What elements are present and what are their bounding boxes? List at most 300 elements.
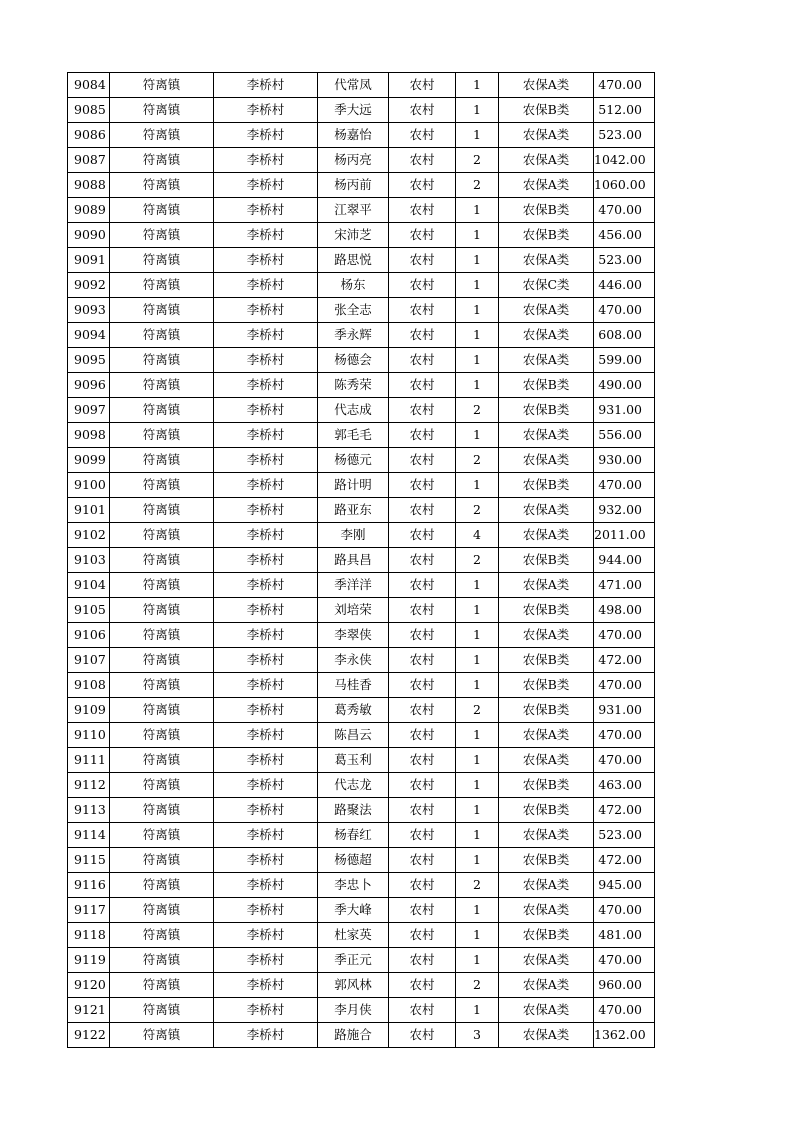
town-cell: 符离镇 bbox=[110, 448, 214, 473]
table-row bbox=[68, 948, 655, 973]
village-cell: 李桥村 bbox=[214, 823, 318, 848]
name-cell: 杨德会 bbox=[318, 348, 389, 373]
household-count-cell: 1 bbox=[456, 673, 499, 698]
village-cell: 李桥村 bbox=[214, 248, 318, 273]
village-cell: 李桥村 bbox=[214, 598, 318, 623]
record-id-cell: 9106 bbox=[68, 623, 110, 648]
village-cell: 李桥村 bbox=[214, 573, 318, 598]
table-row bbox=[68, 473, 655, 498]
area-type-cell: 农村 bbox=[389, 973, 456, 998]
household-count-cell: 2 bbox=[456, 148, 499, 173]
town-cell: 符离镇 bbox=[110, 748, 214, 773]
area-type-cell: 农村 bbox=[389, 998, 456, 1023]
record-id-cell: 9109 bbox=[68, 698, 110, 723]
town-cell: 符离镇 bbox=[110, 873, 214, 898]
table-row bbox=[68, 773, 655, 798]
record-id-cell: 9110 bbox=[68, 723, 110, 748]
insurance-class-cell: 农保B类 bbox=[499, 98, 594, 123]
village-cell: 李桥村 bbox=[214, 198, 318, 223]
village-cell: 李桥村 bbox=[214, 348, 318, 373]
household-count-cell: 1 bbox=[456, 223, 499, 248]
household-count-cell: 1 bbox=[456, 748, 499, 773]
record-id-cell: 9084 bbox=[68, 73, 110, 98]
record-id-cell: 9103 bbox=[68, 548, 110, 573]
insurance-class-cell: 农保B类 bbox=[499, 473, 594, 498]
name-cell: 路亚东 bbox=[318, 498, 389, 523]
amount-cell: 1362.00 bbox=[594, 1023, 655, 1048]
insurance-class-cell: 农保B类 bbox=[499, 923, 594, 948]
town-cell: 符离镇 bbox=[110, 573, 214, 598]
record-id-cell: 9100 bbox=[68, 473, 110, 498]
area-type-cell: 农村 bbox=[389, 223, 456, 248]
data-table bbox=[67, 72, 655, 1048]
name-cell: 代志龙 bbox=[318, 773, 389, 798]
name-cell: 陈秀荣 bbox=[318, 373, 389, 398]
table-row bbox=[68, 498, 655, 523]
village-cell: 李桥村 bbox=[214, 548, 318, 573]
town-cell: 符离镇 bbox=[110, 923, 214, 948]
insurance-class-cell: 农保A类 bbox=[499, 898, 594, 923]
area-type-cell: 农村 bbox=[389, 623, 456, 648]
name-cell: 杜家英 bbox=[318, 923, 389, 948]
household-count-cell: 1 bbox=[456, 248, 499, 273]
insurance-class-cell: 农保B类 bbox=[499, 598, 594, 623]
household-count-cell: 1 bbox=[456, 123, 499, 148]
amount-cell: 471.00 bbox=[594, 573, 655, 598]
table-row bbox=[68, 98, 655, 123]
name-cell: 李月侠 bbox=[318, 998, 389, 1023]
village-cell: 李桥村 bbox=[214, 373, 318, 398]
record-id-cell: 9102 bbox=[68, 523, 110, 548]
name-cell: 路具昌 bbox=[318, 548, 389, 573]
amount-cell: 470.00 bbox=[594, 723, 655, 748]
amount-cell: 931.00 bbox=[594, 398, 655, 423]
name-cell: 季永辉 bbox=[318, 323, 389, 348]
village-cell: 李桥村 bbox=[214, 623, 318, 648]
household-count-cell: 2 bbox=[456, 973, 499, 998]
insurance-class-cell: 农保A类 bbox=[499, 123, 594, 148]
area-type-cell: 农村 bbox=[389, 523, 456, 548]
insurance-class-cell: 农保A类 bbox=[499, 873, 594, 898]
table-row bbox=[68, 348, 655, 373]
table-row bbox=[68, 1023, 655, 1048]
area-type-cell: 农村 bbox=[389, 848, 456, 873]
table-row bbox=[68, 923, 655, 948]
name-cell: 季洋洋 bbox=[318, 573, 389, 598]
table-row bbox=[68, 273, 655, 298]
amount-cell: 470.00 bbox=[594, 948, 655, 973]
record-id-cell: 9120 bbox=[68, 973, 110, 998]
table-row bbox=[68, 398, 655, 423]
household-count-cell: 1 bbox=[456, 298, 499, 323]
name-cell: 刘培荣 bbox=[318, 598, 389, 623]
name-cell: 李刚 bbox=[318, 523, 389, 548]
name-cell: 代常凤 bbox=[318, 73, 389, 98]
town-cell: 符离镇 bbox=[110, 948, 214, 973]
household-count-cell: 1 bbox=[456, 623, 499, 648]
record-id-cell: 9088 bbox=[68, 173, 110, 198]
household-count-cell: 1 bbox=[456, 573, 499, 598]
amount-cell: 470.00 bbox=[594, 73, 655, 98]
area-type-cell: 农村 bbox=[389, 948, 456, 973]
area-type-cell: 农村 bbox=[389, 573, 456, 598]
town-cell: 符离镇 bbox=[110, 648, 214, 673]
household-count-cell: 1 bbox=[456, 323, 499, 348]
name-cell: 杨丙亮 bbox=[318, 148, 389, 173]
name-cell: 杨嘉怡 bbox=[318, 123, 389, 148]
table-row bbox=[68, 148, 655, 173]
area-type-cell: 农村 bbox=[389, 923, 456, 948]
household-count-cell: 1 bbox=[456, 723, 499, 748]
village-cell: 李桥村 bbox=[214, 148, 318, 173]
table-row bbox=[68, 873, 655, 898]
town-cell: 符离镇 bbox=[110, 548, 214, 573]
town-cell: 符离镇 bbox=[110, 498, 214, 523]
table-row bbox=[68, 673, 655, 698]
table-row bbox=[68, 123, 655, 148]
name-cell: 陈昌云 bbox=[318, 723, 389, 748]
town-cell: 符离镇 bbox=[110, 1023, 214, 1048]
amount-cell: 470.00 bbox=[594, 748, 655, 773]
insurance-class-cell: 农保A类 bbox=[499, 998, 594, 1023]
name-cell: 郭风林 bbox=[318, 973, 389, 998]
town-cell: 符离镇 bbox=[110, 348, 214, 373]
insurance-class-cell: 农保B类 bbox=[499, 698, 594, 723]
name-cell: 杨德超 bbox=[318, 848, 389, 873]
household-count-cell: 1 bbox=[456, 648, 499, 673]
area-type-cell: 农村 bbox=[389, 198, 456, 223]
name-cell: 路计明 bbox=[318, 473, 389, 498]
household-count-cell: 1 bbox=[456, 273, 499, 298]
amount-cell: 470.00 bbox=[594, 998, 655, 1023]
household-count-cell: 2 bbox=[456, 548, 499, 573]
amount-cell: 1060.00 bbox=[594, 173, 655, 198]
table-row bbox=[68, 723, 655, 748]
insurance-class-cell: 农保B类 bbox=[499, 773, 594, 798]
household-count-cell: 1 bbox=[456, 848, 499, 873]
town-cell: 符离镇 bbox=[110, 223, 214, 248]
village-cell: 李桥村 bbox=[214, 723, 318, 748]
village-cell: 李桥村 bbox=[214, 898, 318, 923]
village-cell: 李桥村 bbox=[214, 73, 318, 98]
insurance-class-cell: 农保A类 bbox=[499, 523, 594, 548]
area-type-cell: 农村 bbox=[389, 423, 456, 448]
record-id-cell: 9098 bbox=[68, 423, 110, 448]
record-id-cell: 9097 bbox=[68, 398, 110, 423]
household-count-cell: 4 bbox=[456, 523, 499, 548]
village-cell: 李桥村 bbox=[214, 673, 318, 698]
area-type-cell: 农村 bbox=[389, 73, 456, 98]
name-cell: 马桂香 bbox=[318, 673, 389, 698]
record-id-cell: 9099 bbox=[68, 448, 110, 473]
amount-cell: 470.00 bbox=[594, 673, 655, 698]
village-cell: 李桥村 bbox=[214, 523, 318, 548]
area-type-cell: 农村 bbox=[389, 323, 456, 348]
insurance-class-cell: 农保B类 bbox=[499, 373, 594, 398]
town-cell: 符离镇 bbox=[110, 198, 214, 223]
record-id-cell: 9122 bbox=[68, 1023, 110, 1048]
area-type-cell: 农村 bbox=[389, 473, 456, 498]
table-row bbox=[68, 598, 655, 623]
town-cell: 符离镇 bbox=[110, 848, 214, 873]
table-row bbox=[68, 573, 655, 598]
household-count-cell: 1 bbox=[456, 798, 499, 823]
amount-cell: 472.00 bbox=[594, 798, 655, 823]
insurance-class-cell: 农保A类 bbox=[499, 948, 594, 973]
village-cell: 李桥村 bbox=[214, 873, 318, 898]
insurance-class-cell: 农保A类 bbox=[499, 173, 594, 198]
village-cell: 李桥村 bbox=[214, 748, 318, 773]
amount-cell: 490.00 bbox=[594, 373, 655, 398]
town-cell: 符离镇 bbox=[110, 473, 214, 498]
insurance-class-cell: 农保A类 bbox=[499, 248, 594, 273]
amount-cell: 930.00 bbox=[594, 448, 655, 473]
insurance-class-cell: 农保A类 bbox=[499, 623, 594, 648]
town-cell: 符离镇 bbox=[110, 798, 214, 823]
amount-cell: 556.00 bbox=[594, 423, 655, 448]
household-count-cell: 1 bbox=[456, 198, 499, 223]
town-cell: 符离镇 bbox=[110, 598, 214, 623]
village-cell: 李桥村 bbox=[214, 498, 318, 523]
area-type-cell: 农村 bbox=[389, 723, 456, 748]
area-type-cell: 农村 bbox=[389, 698, 456, 723]
record-id-cell: 9116 bbox=[68, 873, 110, 898]
insurance-class-cell: 农保A类 bbox=[499, 973, 594, 998]
amount-cell: 599.00 bbox=[594, 348, 655, 373]
area-type-cell: 农村 bbox=[389, 798, 456, 823]
table-row bbox=[68, 298, 655, 323]
amount-cell: 1042.00 bbox=[594, 148, 655, 173]
name-cell: 李翠侠 bbox=[318, 623, 389, 648]
table-row bbox=[68, 448, 655, 473]
village-cell: 李桥村 bbox=[214, 423, 318, 448]
household-count-cell: 1 bbox=[456, 373, 499, 398]
village-cell: 李桥村 bbox=[214, 998, 318, 1023]
village-cell: 李桥村 bbox=[214, 98, 318, 123]
record-id-cell: 9095 bbox=[68, 348, 110, 373]
household-count-cell: 1 bbox=[456, 823, 499, 848]
town-cell: 符离镇 bbox=[110, 173, 214, 198]
area-type-cell: 农村 bbox=[389, 298, 456, 323]
record-id-cell: 9101 bbox=[68, 498, 110, 523]
town-cell: 符离镇 bbox=[110, 673, 214, 698]
record-id-cell: 9092 bbox=[68, 273, 110, 298]
household-count-cell: 1 bbox=[456, 348, 499, 373]
name-cell: 李永侠 bbox=[318, 648, 389, 673]
area-type-cell: 农村 bbox=[389, 823, 456, 848]
household-count-cell: 1 bbox=[456, 898, 499, 923]
insurance-class-cell: 农保B类 bbox=[499, 198, 594, 223]
village-cell: 李桥村 bbox=[214, 923, 318, 948]
record-id-cell: 9090 bbox=[68, 223, 110, 248]
record-id-cell: 9085 bbox=[68, 98, 110, 123]
amount-cell: 944.00 bbox=[594, 548, 655, 573]
area-type-cell: 农村 bbox=[389, 673, 456, 698]
table-row bbox=[68, 323, 655, 348]
area-type-cell: 农村 bbox=[389, 348, 456, 373]
insurance-class-cell: 农保A类 bbox=[499, 423, 594, 448]
table-row bbox=[68, 73, 655, 98]
amount-cell: 470.00 bbox=[594, 473, 655, 498]
record-id-cell: 9112 bbox=[68, 773, 110, 798]
village-cell: 李桥村 bbox=[214, 848, 318, 873]
village-cell: 李桥村 bbox=[214, 698, 318, 723]
record-id-cell: 9114 bbox=[68, 823, 110, 848]
household-count-cell: 3 bbox=[456, 1023, 499, 1048]
village-cell: 李桥村 bbox=[214, 948, 318, 973]
town-cell: 符离镇 bbox=[110, 123, 214, 148]
table-row bbox=[68, 798, 655, 823]
village-cell: 李桥村 bbox=[214, 223, 318, 248]
town-cell: 符离镇 bbox=[110, 423, 214, 448]
name-cell: 江翠平 bbox=[318, 198, 389, 223]
record-id-cell: 9087 bbox=[68, 148, 110, 173]
name-cell: 路施合 bbox=[318, 1023, 389, 1048]
table-row bbox=[68, 848, 655, 873]
village-cell: 李桥村 bbox=[214, 448, 318, 473]
amount-cell: 498.00 bbox=[594, 598, 655, 623]
area-type-cell: 农村 bbox=[389, 373, 456, 398]
town-cell: 符离镇 bbox=[110, 973, 214, 998]
area-type-cell: 农村 bbox=[389, 898, 456, 923]
insurance-class-cell: 农保B类 bbox=[499, 398, 594, 423]
amount-cell: 470.00 bbox=[594, 898, 655, 923]
area-type-cell: 农村 bbox=[389, 273, 456, 298]
table-row bbox=[68, 648, 655, 673]
area-type-cell: 农村 bbox=[389, 398, 456, 423]
area-type-cell: 农村 bbox=[389, 1023, 456, 1048]
amount-cell: 470.00 bbox=[594, 298, 655, 323]
village-cell: 李桥村 bbox=[214, 973, 318, 998]
table-row bbox=[68, 823, 655, 848]
insurance-class-cell: 农保C类 bbox=[499, 273, 594, 298]
insurance-class-cell: 农保A类 bbox=[499, 723, 594, 748]
amount-cell: 481.00 bbox=[594, 923, 655, 948]
table-row bbox=[68, 623, 655, 648]
town-cell: 符离镇 bbox=[110, 998, 214, 1023]
village-cell: 李桥村 bbox=[214, 773, 318, 798]
amount-cell: 523.00 bbox=[594, 123, 655, 148]
record-id-cell: 9115 bbox=[68, 848, 110, 873]
record-id-cell: 9094 bbox=[68, 323, 110, 348]
town-cell: 符离镇 bbox=[110, 723, 214, 748]
name-cell: 季大峰 bbox=[318, 898, 389, 923]
town-cell: 符离镇 bbox=[110, 773, 214, 798]
area-type-cell: 农村 bbox=[389, 648, 456, 673]
insurance-class-cell: 农保A类 bbox=[499, 573, 594, 598]
town-cell: 符离镇 bbox=[110, 898, 214, 923]
insurance-class-cell: 农保A类 bbox=[499, 748, 594, 773]
amount-cell: 2011.00 bbox=[594, 523, 655, 548]
amount-cell: 470.00 bbox=[594, 623, 655, 648]
amount-cell: 446.00 bbox=[594, 273, 655, 298]
household-count-cell: 1 bbox=[456, 423, 499, 448]
village-cell: 李桥村 bbox=[214, 473, 318, 498]
insurance-class-cell: 农保A类 bbox=[499, 323, 594, 348]
record-id-cell: 9121 bbox=[68, 998, 110, 1023]
area-type-cell: 农村 bbox=[389, 598, 456, 623]
name-cell: 代志成 bbox=[318, 398, 389, 423]
village-cell: 李桥村 bbox=[214, 323, 318, 348]
household-count-cell: 1 bbox=[456, 998, 499, 1023]
insurance-class-cell: 农保B类 bbox=[499, 223, 594, 248]
village-cell: 李桥村 bbox=[214, 398, 318, 423]
village-cell: 李桥村 bbox=[214, 123, 318, 148]
amount-cell: 608.00 bbox=[594, 323, 655, 348]
table-row bbox=[68, 523, 655, 548]
household-count-cell: 1 bbox=[456, 948, 499, 973]
town-cell: 符离镇 bbox=[110, 373, 214, 398]
name-cell: 葛秀敏 bbox=[318, 698, 389, 723]
insurance-class-cell: 农保A类 bbox=[499, 498, 594, 523]
record-id-cell: 9107 bbox=[68, 648, 110, 673]
record-id-cell: 9111 bbox=[68, 748, 110, 773]
insurance-class-cell: 农保A类 bbox=[499, 73, 594, 98]
household-count-cell: 2 bbox=[456, 873, 499, 898]
village-cell: 李桥村 bbox=[214, 298, 318, 323]
village-cell: 李桥村 bbox=[214, 273, 318, 298]
household-count-cell: 2 bbox=[456, 173, 499, 198]
amount-cell: 945.00 bbox=[594, 873, 655, 898]
village-cell: 李桥村 bbox=[214, 798, 318, 823]
name-cell: 路思悦 bbox=[318, 248, 389, 273]
name-cell: 李忠卜 bbox=[318, 873, 389, 898]
area-type-cell: 农村 bbox=[389, 123, 456, 148]
name-cell: 杨丙前 bbox=[318, 173, 389, 198]
amount-cell: 456.00 bbox=[594, 223, 655, 248]
amount-cell: 512.00 bbox=[594, 98, 655, 123]
insurance-class-cell: 农保B类 bbox=[499, 798, 594, 823]
name-cell: 季正元 bbox=[318, 948, 389, 973]
record-id-cell: 9086 bbox=[68, 123, 110, 148]
record-id-cell: 9113 bbox=[68, 798, 110, 823]
table-row bbox=[68, 423, 655, 448]
table-row bbox=[68, 223, 655, 248]
area-type-cell: 农村 bbox=[389, 173, 456, 198]
name-cell: 宋沛芝 bbox=[318, 223, 389, 248]
insurance-class-cell: 农保A类 bbox=[499, 823, 594, 848]
amount-cell: 463.00 bbox=[594, 773, 655, 798]
insurance-class-cell: 农保A类 bbox=[499, 348, 594, 373]
record-id-cell: 9119 bbox=[68, 948, 110, 973]
village-cell: 李桥村 bbox=[214, 173, 318, 198]
name-cell: 郭毛毛 bbox=[318, 423, 389, 448]
name-cell: 杨东 bbox=[318, 273, 389, 298]
name-cell: 季大远 bbox=[318, 98, 389, 123]
household-count-cell: 2 bbox=[456, 398, 499, 423]
town-cell: 符离镇 bbox=[110, 823, 214, 848]
insurance-class-cell: 农保B类 bbox=[499, 848, 594, 873]
household-count-cell: 2 bbox=[456, 448, 499, 473]
area-type-cell: 农村 bbox=[389, 548, 456, 573]
town-cell: 符离镇 bbox=[110, 273, 214, 298]
area-type-cell: 农村 bbox=[389, 748, 456, 773]
area-type-cell: 农村 bbox=[389, 248, 456, 273]
town-cell: 符离镇 bbox=[110, 248, 214, 273]
name-cell: 葛玉利 bbox=[318, 748, 389, 773]
table-body bbox=[68, 73, 655, 1048]
area-type-cell: 农村 bbox=[389, 498, 456, 523]
area-type-cell: 农村 bbox=[389, 773, 456, 798]
household-count-cell: 1 bbox=[456, 98, 499, 123]
record-id-cell: 9118 bbox=[68, 923, 110, 948]
village-cell: 李桥村 bbox=[214, 648, 318, 673]
table-row bbox=[68, 698, 655, 723]
amount-cell: 932.00 bbox=[594, 498, 655, 523]
amount-cell: 523.00 bbox=[594, 823, 655, 848]
record-id-cell: 9105 bbox=[68, 598, 110, 623]
town-cell: 符离镇 bbox=[110, 398, 214, 423]
